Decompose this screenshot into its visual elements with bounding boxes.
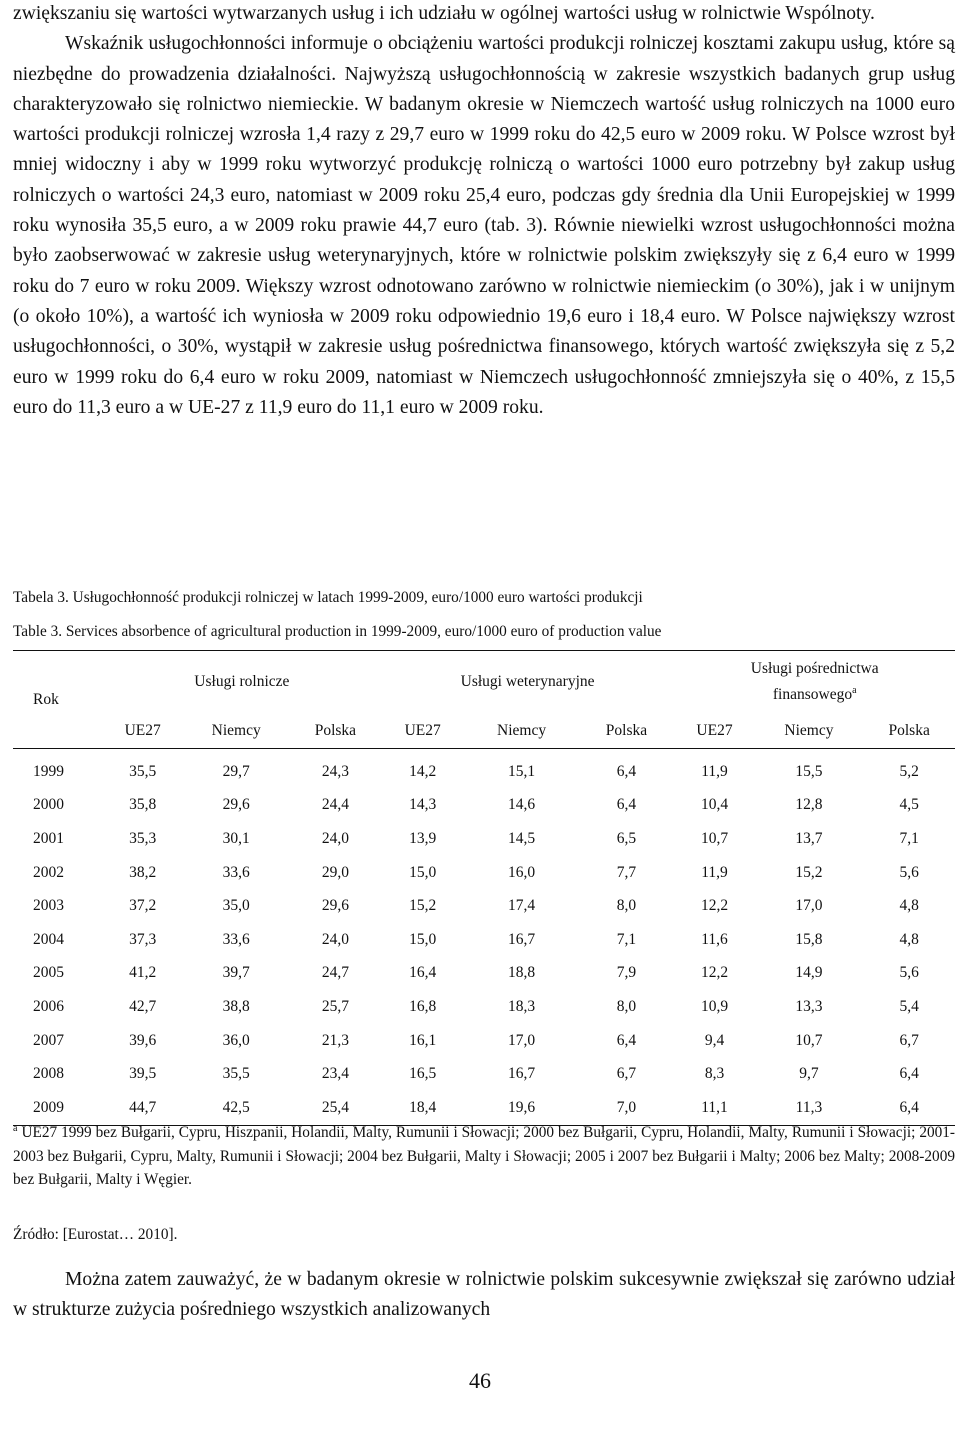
value-cell: 15,0	[409, 930, 437, 948]
value-cell: 11,6	[701, 930, 728, 948]
value-cell: 35,5	[129, 762, 157, 780]
value-cell: 24,0	[321, 829, 349, 847]
subheader-polska: Polska	[578, 713, 674, 749]
value-cell: 17,4	[508, 897, 536, 915]
year-cell: 2009	[13, 1091, 103, 1125]
year-cell: 2002	[33, 863, 64, 881]
data-table	[13, 650, 955, 1126]
table-row	[13, 856, 955, 890]
body-text-top	[13, 0, 955, 423]
value-cell: 16,8	[409, 997, 437, 1015]
value-cell: 14,3	[409, 796, 437, 814]
value-cell: 7,1	[899, 829, 919, 847]
header-uslugi-weterynaryjne: Usługi weterynaryjne	[381, 651, 675, 714]
value-cell: 6,7	[899, 1031, 919, 1049]
year-cell: 2005	[33, 964, 64, 982]
value-cell: 4,5	[899, 796, 919, 814]
value-cell: 24,0	[321, 930, 349, 948]
value-cell: 37,3	[129, 930, 157, 948]
value-cell: 9,4	[704, 1031, 725, 1049]
value-cell: 39,5	[129, 1065, 157, 1083]
header-group3-line1: Usługi pośrednictwa	[750, 659, 879, 677]
value-cell: 16,5	[409, 1065, 437, 1083]
table-caption-pl: Tabela 3. Usługochłonność produkcji rolniczej w latach 1999-2009, euro/1000 euro wartości produkcji	[13, 589, 643, 606]
value-cell: 11,1	[674, 1091, 754, 1125]
table-row	[13, 749, 955, 789]
value-cell: 17,0	[508, 1031, 536, 1049]
value-cell: 18,3	[508, 997, 536, 1015]
value-cell: 19,6	[465, 1091, 579, 1125]
value-cell: 6,4	[863, 1091, 955, 1125]
table-row	[13, 957, 955, 991]
value-cell: 24,3	[321, 762, 349, 780]
table-row	[13, 990, 955, 1024]
value-cell: 6,4	[616, 762, 637, 780]
table-row	[13, 923, 955, 957]
table-row	[13, 822, 955, 856]
value-cell: 11,9	[701, 863, 728, 881]
value-cell: 15,1	[508, 762, 536, 780]
value-cell: 5,2	[899, 762, 919, 780]
value-cell: 16,0	[508, 863, 536, 881]
value-cell: 7,1	[616, 930, 637, 948]
footnote-marker: a	[852, 684, 857, 696]
value-cell: 16,7	[508, 1065, 536, 1083]
value-cell: 21,3	[321, 1031, 349, 1049]
subheader-ue27: UE27	[103, 713, 182, 749]
value-cell: 15,8	[795, 930, 823, 948]
value-cell: 29,0	[321, 863, 349, 881]
value-cell: 29,7	[222, 762, 250, 780]
paragraph-conclusion: Można zatem zauważyć, że w badanym okresie w rolnictwie polskim sukcesywnie zwiększał się zarówno udział w strukturze zużycia pośredniego wszystkich analizowanych	[13, 1269, 955, 1321]
value-cell: 38,8	[222, 997, 250, 1015]
value-cell: 12,2	[700, 897, 729, 915]
header-uslugi-posrednictwa	[674, 651, 955, 714]
value-cell: 7,9	[616, 964, 637, 982]
value-cell: 41,2	[129, 964, 157, 982]
value-cell: 10,9	[700, 997, 729, 1015]
value-cell: 8,0	[616, 897, 637, 915]
value-cell: 12,2	[700, 964, 729, 982]
value-cell: 10,7	[795, 1031, 823, 1049]
year-cell: 2004	[33, 930, 64, 948]
value-cell: 44,7	[103, 1091, 182, 1125]
subheader-polska: Polska	[290, 713, 381, 749]
value-cell: 12,8	[795, 796, 823, 814]
value-cell: 7,0	[578, 1091, 674, 1125]
year-cell: 2003	[33, 897, 64, 915]
value-cell: 4,8	[899, 897, 919, 915]
value-cell: 6,7	[616, 1065, 637, 1083]
value-cell: 15,5	[795, 762, 823, 780]
value-cell: 6,4	[616, 796, 637, 814]
value-cell: 6,4	[899, 1065, 919, 1083]
table-body	[13, 749, 955, 1126]
subheader-niemcy: Niemcy	[465, 713, 579, 749]
value-cell: 24,7	[321, 964, 349, 982]
table-footnote	[13, 1117, 955, 1192]
year-cell: 2000	[33, 796, 64, 814]
value-cell: 13,9	[409, 829, 437, 847]
value-cell: 24,4	[321, 796, 349, 814]
value-cell: 5,6	[899, 863, 919, 881]
value-cell: 14,9	[795, 964, 823, 982]
value-cell: 15,0	[409, 863, 437, 881]
value-cell: 29,6	[222, 796, 250, 814]
value-cell: 38,2	[129, 863, 157, 881]
value-cell: 10,7	[700, 829, 729, 847]
source-note: Źródło: [Eurostat… 2010].	[13, 1226, 178, 1243]
value-cell: 15,2	[409, 897, 437, 915]
table-header-row	[13, 651, 955, 714]
value-cell: 16,7	[508, 930, 536, 948]
value-cell: 39,7	[222, 964, 250, 982]
value-cell: 17,0	[795, 897, 823, 915]
year-cell: 1999	[33, 762, 64, 780]
value-cell: 42,7	[129, 997, 157, 1015]
page-number: 46	[469, 1368, 491, 1393]
value-cell: 37,2	[129, 897, 157, 915]
value-cell: 14,5	[508, 829, 536, 847]
value-cell: 18,8	[508, 964, 536, 982]
table-row	[13, 889, 955, 923]
table-row	[13, 1057, 955, 1091]
value-cell: 11,3	[755, 1091, 864, 1125]
table-row	[13, 1024, 955, 1058]
value-cell: 13,7	[795, 829, 823, 847]
year-cell: 2001	[33, 829, 64, 847]
value-cell: 11,9	[701, 762, 728, 780]
value-cell: 42,5	[182, 1091, 290, 1125]
value-cell: 33,6	[222, 863, 250, 881]
value-cell: 35,5	[222, 1065, 250, 1083]
value-cell: 4,8	[899, 930, 919, 948]
subheader-ue27: UE27	[381, 713, 465, 749]
header-rok: Rok	[13, 651, 103, 749]
value-cell: 30,1	[222, 829, 250, 847]
value-cell: 25,7	[321, 997, 349, 1015]
year-cell: 2007	[33, 1031, 64, 1049]
subheader-niemcy: Niemcy	[182, 713, 290, 749]
value-cell: 8,0	[616, 997, 637, 1015]
header-uslugi-rolnicze: Usługi rolnicze	[103, 651, 381, 714]
value-cell: 15,2	[795, 863, 823, 881]
value-cell: 14,2	[409, 762, 437, 780]
value-cell: 25,4	[290, 1091, 381, 1125]
value-cell: 35,8	[129, 796, 157, 814]
header-group3-line2: finansowego	[772, 686, 853, 704]
value-cell: 23,4	[321, 1065, 349, 1083]
value-cell: 6,5	[616, 829, 637, 847]
table-caption-en: Table 3. Services absorbence of agricultural production in 1999-2009, euro/1000 euro of production value	[13, 623, 662, 640]
value-cell: 16,4	[409, 964, 437, 982]
year-cell: 2006	[33, 997, 64, 1015]
table-row	[13, 789, 955, 823]
subheader-ue27: UE27	[674, 713, 754, 749]
value-cell: 36,0	[222, 1031, 250, 1049]
value-cell: 33,6	[222, 930, 250, 948]
value-cell: 29,6	[321, 897, 349, 915]
value-cell: 35,3	[129, 829, 157, 847]
footnote-text: UE27 1999 bez Bułgarii, Cypru, Hiszpanii, Holandii, Malty, Rumunii i Słowacji; 2000 bez Bułgarii, Cypru, Holandii, Malty, Rumunii i Słowacji; 2001-2003 bez Bułgarii, Cypru, Malty, Rumunii i Słowacji; 2004 bez Bułgarii, Malty i Słowacji; 2005 i 2007 bez Bułgarii i Malty; 2006 bez Malty; 2008-2009 bez Bułgarii, Malty i Węgier.	[13, 1124, 956, 1189]
value-cell: 18,4	[381, 1091, 465, 1125]
subheader-polska: Polska	[863, 713, 955, 749]
value-cell: 8,3	[704, 1065, 725, 1083]
value-cell: 35,0	[222, 897, 250, 915]
value-cell: 6,4	[616, 1031, 637, 1049]
value-cell: 5,6	[899, 964, 919, 982]
value-cell: 16,1	[409, 1031, 437, 1049]
paragraph-continuation: zwiększaniu się wartości wytwarzanych usług i ich udziału w ogólnej wartości usług w rolnictwie Wspólnoty.	[13, 3, 875, 24]
subheader-niemcy: Niemcy	[755, 713, 864, 749]
table-subheader-row	[13, 713, 955, 749]
footnote-mark: a	[13, 1123, 18, 1134]
value-cell: 10,4	[700, 796, 729, 814]
year-cell: 2008	[33, 1065, 64, 1083]
value-cell: 39,6	[129, 1031, 157, 1049]
paragraph-usługochłonność: Wskaźnik usługochłonności informuje o obciążeniu wartości produkcji rolniczej kosztami zakupu usług, które są niezbędne do prowadzenia działalności. Najwyższą usługochłonnością w zakresie wszystkich badanych grup usług charakteryzowało się rolnictwo niemieckie. W badanym okresie w Niemczech wartość usług rolniczych na 1000 euro wartości produkcji rolniczej wzrosła 1,4 razy z 29,7 euro w 1999 roku do 42,5 euro w 2009 roku. W Polsce wzrost był mniej widoczny i aby w 1999 roku wytworzyć produkcję rolniczą o wartości 1000 euro potrzebny był zakup usług rolniczych o wartości 24,3 euro, natomiast w 2009 roku 25,4 euro, podczas gdy średnia dla Unii Europejskiej w 1999 roku wynosiła 35,5 euro, a w 2009 roku prawie 44,7 euro (tab. 3). Równie niewielki wzrost usługochłonności można było zaobserwować w zakresie usług weterynaryjnych, które w rolnictwie polskim zwiększyły się z 6,4 euro w 1999 roku do 7 euro w roku 2009. Większy wzrost odnotowano zarówno w rolnictwie niemieckim (o 30%), jak i w unijnym (o około 10%), a wartość ich wyniosła w 2009 roku odpowiednio 19,6 euro i 18,4 euro. W Polsce największy wzrost usługochłonności, o 30%, wystąpił w zakresie usług pośrednictwa finansowego, których wartość zwiększyła się z 5,2 euro w 1999 roku do 6,4 euro w roku 2009, natomiast w Niemczech usługochłonność zmniejszyła się o 40%, z 15,5 euro do 11,3 euro a w UE-27 z 11,9 euro do 11,1 euro w 2009 roku.	[13, 33, 955, 418]
value-cell: 14,6	[508, 796, 536, 814]
value-cell: 9,7	[799, 1065, 819, 1083]
value-cell: 13,3	[795, 997, 823, 1015]
value-cell: 5,4	[899, 997, 919, 1015]
value-cell: 7,7	[616, 863, 637, 881]
